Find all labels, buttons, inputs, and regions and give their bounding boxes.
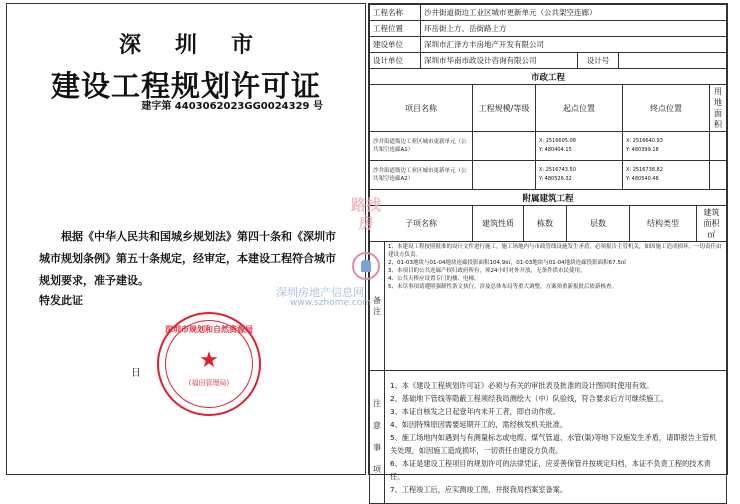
start-x: X: 2516605.08 (539, 138, 576, 144)
row-value: 环岳街上方、岳街路上方 (421, 21, 727, 37)
list-item: 1、本建设工程按照批准的设计文件进行施工，施工场地内与市政管线设施发生矛盾，必须报告主管机关，如因施工造成损坏，一切责任由建设方负责。 (388, 244, 722, 258)
col-header: 层数 (567, 206, 630, 242)
col-header: 用地面积 (710, 85, 727, 132)
row-value: 沙井街道衙边工业区城市更新单元（公共架空连廊） (421, 5, 727, 21)
list-item: 5、施工场地内如遇到与有测量标志或电缆、煤气管道、水管(渠)等地下设施发生矛盾，请即报告主管机关处理，如因施工造成损坏，一切责任由建设方负责。 (390, 432, 717, 455)
item-scale (473, 161, 536, 190)
col-header: 子项名称 (370, 206, 473, 242)
row-label: 建设单位 (370, 37, 421, 53)
certificate-number: 建字第 4403062023GG0024329 号 (141, 101, 323, 112)
list-item: 2、01-03地块与01-04地块连廊投影面积104.9㎡，01-03地块与01-04地块连廊投影面积67.5㎡ (388, 260, 627, 266)
ancillary-section-title: 附属建筑工程 (370, 190, 727, 206)
list-item: 2、基础地下管线等隐蔽工程须经我局测绘大（中）队验线，符合要求后方可继续施工。 (390, 393, 668, 403)
project-info-table (369, 4, 727, 69)
notes-table (369, 370, 727, 504)
watermark-logo-icon (352, 252, 380, 280)
row-label: 工程位置 (370, 21, 421, 37)
row-label: 工程名称 (370, 5, 421, 21)
watermark-site-name: 深圳房地产信息网 (276, 286, 364, 299)
col-header: 终点位置 (623, 85, 710, 132)
remarks-label: 备注 (370, 242, 385, 371)
remarks-table (369, 241, 727, 371)
col-header: 项目名称 (370, 85, 473, 132)
col-header: 结构类型 (630, 206, 697, 242)
item-name: 沙井街道衙边工业区城市更新单元（公共架空连廊A1） (370, 132, 473, 161)
watermark-site-url: www.szhome.com (290, 298, 372, 308)
end-y: Y: 480399.18 (626, 147, 659, 153)
issued-statement: 特发此证 (39, 294, 83, 307)
col-header: 起点位置 (536, 85, 623, 132)
row-value: 深圳市华南市政设计咨询有限公司 (421, 53, 578, 69)
notes-content (385, 371, 727, 504)
table-row (370, 53, 727, 69)
ancillary-works-table (369, 189, 727, 242)
municipal-works-table (369, 68, 727, 190)
item-name: 沙井街道衙边工业区城市更新单元（公共架空连廊A2） (370, 161, 473, 190)
permit-title: 建设工程规划许可证 (50, 69, 321, 103)
design-no-value (619, 53, 727, 69)
seal-subtext: (福田管理局) (188, 379, 230, 387)
item-area (710, 161, 727, 190)
col-header: 工程规模/等级 (473, 85, 536, 132)
list-item: 4、如因特殊原因需要延期开工的，需经核发机关批准。 (390, 419, 568, 429)
remarks-content (385, 242, 727, 371)
table-row (370, 21, 727, 37)
list-item: 4、公共天桥应设置专门的楼、电梯。 (388, 276, 480, 282)
list-item: 1、本《建设工程规划许可证》必须与有关的审批表及批准的设计图同时使用有效。 (390, 380, 654, 390)
city-heading: 深圳市 (118, 32, 287, 58)
municipal-section-title: 市政工程 (370, 69, 727, 85)
list-item: 3、本证自核发之日起壹年内未开工者，即自动作废。 (390, 406, 560, 416)
item-area (710, 132, 727, 161)
start-y: Y: 480526.32 (539, 176, 572, 182)
row-label: 设计单位 (370, 53, 421, 69)
col-header: 建筑性质 (473, 206, 524, 242)
list-item: 3、本项目的公共连廊产权归政府所有，须24小时对外开放，无条件供市民使用。 (388, 268, 586, 274)
official-seal (157, 312, 261, 416)
col-header: 建筑面积㎡ (697, 206, 727, 242)
end-x: X: 2516738.82 (626, 167, 663, 173)
start-x: X: 2516743.50 (539, 167, 576, 173)
table-row (370, 5, 727, 21)
permit-body-text: 根据《中华人民共和国城乡规划法》第四十条和《深圳市城市规划条例》第五十条规定，经审定，本建设工程符合城市规划要求，准予建设。 (39, 230, 336, 287)
end-y: Y: 480540.48 (626, 176, 659, 182)
seal-text: 深圳市规划和自然资源局 (165, 325, 253, 334)
seal-star-icon: ★ (199, 348, 219, 373)
row-value: 深圳市汇泽方丰房地产开发有限公司 (421, 37, 727, 53)
watermark-brand: 路找房 (350, 196, 381, 232)
notes-label: 注意事项 (370, 371, 385, 504)
list-item: 7、工程竣工后，应实测竣工图，并报我局档案室备案。 (390, 484, 568, 494)
list-item: 5、未尽事项请遵照强制性条文执行，涉及总体布局等重大调整，方案须重新报批后依新核查。 (388, 284, 618, 290)
col-header: 栋数 (524, 206, 567, 242)
design-no-label: 设计号 (578, 53, 619, 69)
table-row (370, 132, 727, 161)
permit-detail-page (368, 3, 728, 494)
list-item: 6、本证是建设工程项目的规划许可的法律凭证，应妥善保管并按规定归档，本证不负责工程的技术责任。 (390, 458, 711, 481)
table-row (370, 37, 727, 53)
item-scale (473, 132, 536, 161)
date-label: 日 (131, 368, 141, 379)
start-y: Y: 480404.15 (539, 147, 572, 153)
permit-cover-page (6, 3, 366, 475)
table-row (370, 161, 727, 190)
end-x: X: 2516640.93 (626, 138, 663, 144)
